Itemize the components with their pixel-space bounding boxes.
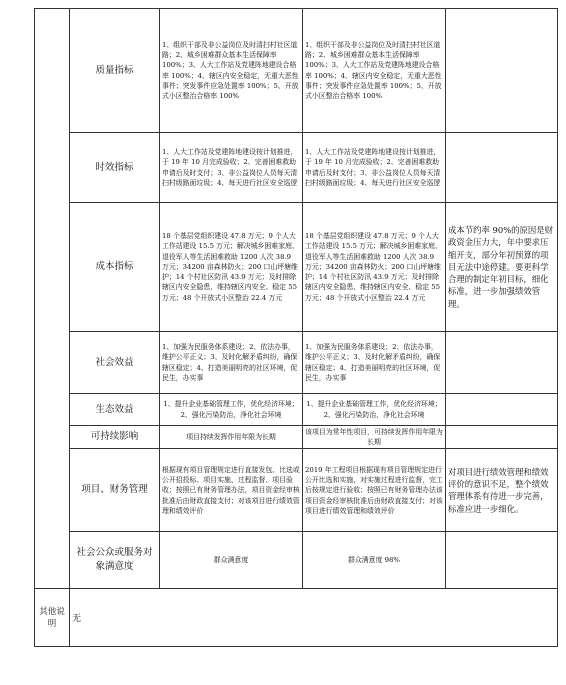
note-ecological (446, 394, 558, 426)
note-timeliness (446, 133, 558, 203)
table-row-quality (35, 9, 558, 133)
table-row-sustainable (35, 426, 558, 449)
note-quality (446, 9, 558, 133)
note-satisfaction (446, 532, 558, 589)
indicator-label-satisfaction: 社会公众或服务对象满意度 (70, 532, 160, 589)
actual-sustainable: 该项目为常年性项目，可持续发挥作用年限为长期 (303, 426, 446, 449)
note-cost: 成本节约率 90%的原因是财政资金压力大，年中要求压缩开支，部分年初预算的项目无法中途停建。要更科学合理的制定年初目标，细化标准，进一步加强绩效管理。 (446, 203, 558, 332)
actual-project: 2019 年工程项目根据现有项目管理规定进行公开比选和实施，对实施过程进行监督，完工后按规定进行验收；按照已有财务管理办法该项目资金经审核批准后由财政直接支付；对该项目进行绩效管理和绩效评价 (303, 449, 446, 532)
table-row-ecological (35, 394, 558, 426)
indicator-label-project: 项目、财务管理 (70, 449, 160, 532)
actual-satisfaction: 群众满意度 98% (303, 532, 446, 589)
other-notes-label: 其他说明 (35, 589, 70, 647)
target-ecological: 1、提升企业基础管理工作，优化经济环境；2、强化污染防治，净化社会环境 (160, 394, 303, 426)
target-sustainable: 项目持续发挥作用年限为长期 (160, 426, 303, 449)
actual-social: 1、加强为民服务体系建设；2、依法办事，维护公平正义；3、及时化解矛盾纠纷，确保辖区稳定；4、打造美丽明亮的社区环境，促民生，办实事 (303, 332, 446, 394)
target-project: 根据现有项目管理规定进行直接发包、比选或公开招投标、项目实施、过程监督、项目验收；按照已有财务管理办法，项目资金经审核批准后由财政直接支付；对该项目进行绩效管理和绩效评价 (160, 449, 303, 532)
note-social (446, 332, 558, 394)
other-notes-value: 无 (70, 589, 558, 647)
note-sustainable (446, 426, 558, 449)
actual-timeliness: 1、人大工作站及党建阵地建设按计划推进，于 19 年 10 月完成验收；2、完善困难救助申请后及时支付；3、非公益岗位人员每天清扫村级路面垃圾；4、每天进行社区安全巡逻 (303, 133, 446, 203)
target-satisfaction: 群众满意度 (160, 532, 303, 589)
table-row-social (35, 332, 558, 394)
table-row-project (35, 449, 558, 532)
performance-table (34, 8, 558, 647)
table-row-cost (35, 203, 558, 332)
table-row-other (35, 589, 558, 647)
actual-cost: 18 个基层党组织建设 47.8 万元；9 个人大工作站建设 15.5 万元；解决城乡困难家庭、退役军人等生活困难救助 1200 人次 38.9 万元；34200 亩森林防火；200 口山坪塘维护；14 个村社区防汛 43.9 万元；及时排除辖区内安全隐患，维持辖区内安全、稳定 55 万元；48 个开放式小区整治 22.4 万元 (303, 203, 446, 332)
indicator-label-ecological: 生态效益 (70, 394, 160, 426)
target-social: 1、加强为民服务体系建设；2、依法办事，维护公平正义；3、及时化解矛盾纠纷，确保辖区稳定；4、打造美丽明亮的社区环境，促民生，办实事 (160, 332, 303, 394)
blank-column-cell (35, 9, 70, 589)
indicator-label-quality: 质量指标 (70, 9, 160, 133)
table-row-timeliness (35, 133, 558, 203)
table-row-satisfaction (35, 532, 558, 589)
indicator-label-sustainable: 可持续影响 (70, 426, 160, 449)
indicator-label-cost: 成本指标 (70, 203, 160, 332)
actual-ecological: 1、提升企业基础管理工作，优化经济环境；2、强化污染防治，净化社会环境 (303, 394, 446, 426)
indicator-label-timeliness: 时效指标 (70, 133, 160, 203)
target-quality: 1、组织干部及非公益岗位及时清扫村社区道路；2、城乡困难群众基本生活保障率 100%；3、人大工作站及党建阵地建设合格率 100%；4、辖区内安全稳定，无重大恶性事件；突发事件应急处置率 100%；5、开放式小区整治合格率 100% (160, 9, 303, 133)
note-project: 对项目进行绩效管理和绩效评价的意识不足，整个绩效管理体系有待进一步完善，标准应进一步细化。 (446, 449, 558, 532)
actual-quality: 1、组织干部及非公益岗位及时清扫村社区道路；2、城乡困难群众基本生活保障率 100%；3、人大工作站及党建阵地建设合格率 100%；4、辖区内安全稳定，无重大恶性事件；突发事件应急处置率 100%；5、开放式小区整治合格率 100% (303, 9, 446, 133)
target-cost: 18 个基层党组织建设 47.8 万元；9 个人大工作站建设 15.5 万元；解决城乡困难家庭、退役军人等生活困难救助 1200 人次 38.9 万元；34200 亩森林防火；200 口山坪塘维护；14 个村社区防汛 43.9 万元；及时排除辖区内安全隐患，维持辖区内安全、稳定 55 万元；48 个开放式小区整治 22.4 万元 (160, 203, 303, 332)
target-timeliness: 1、人大工作站及党建阵地建设按计划推进，于 19 年 10 月完成验收；2、完善困难救助申请后及时支付；3、非公益岗位人员每天清扫村级路面垃圾；4、每天进行社区安全巡逻 (160, 133, 303, 203)
indicator-label-social: 社会效益 (70, 332, 160, 394)
